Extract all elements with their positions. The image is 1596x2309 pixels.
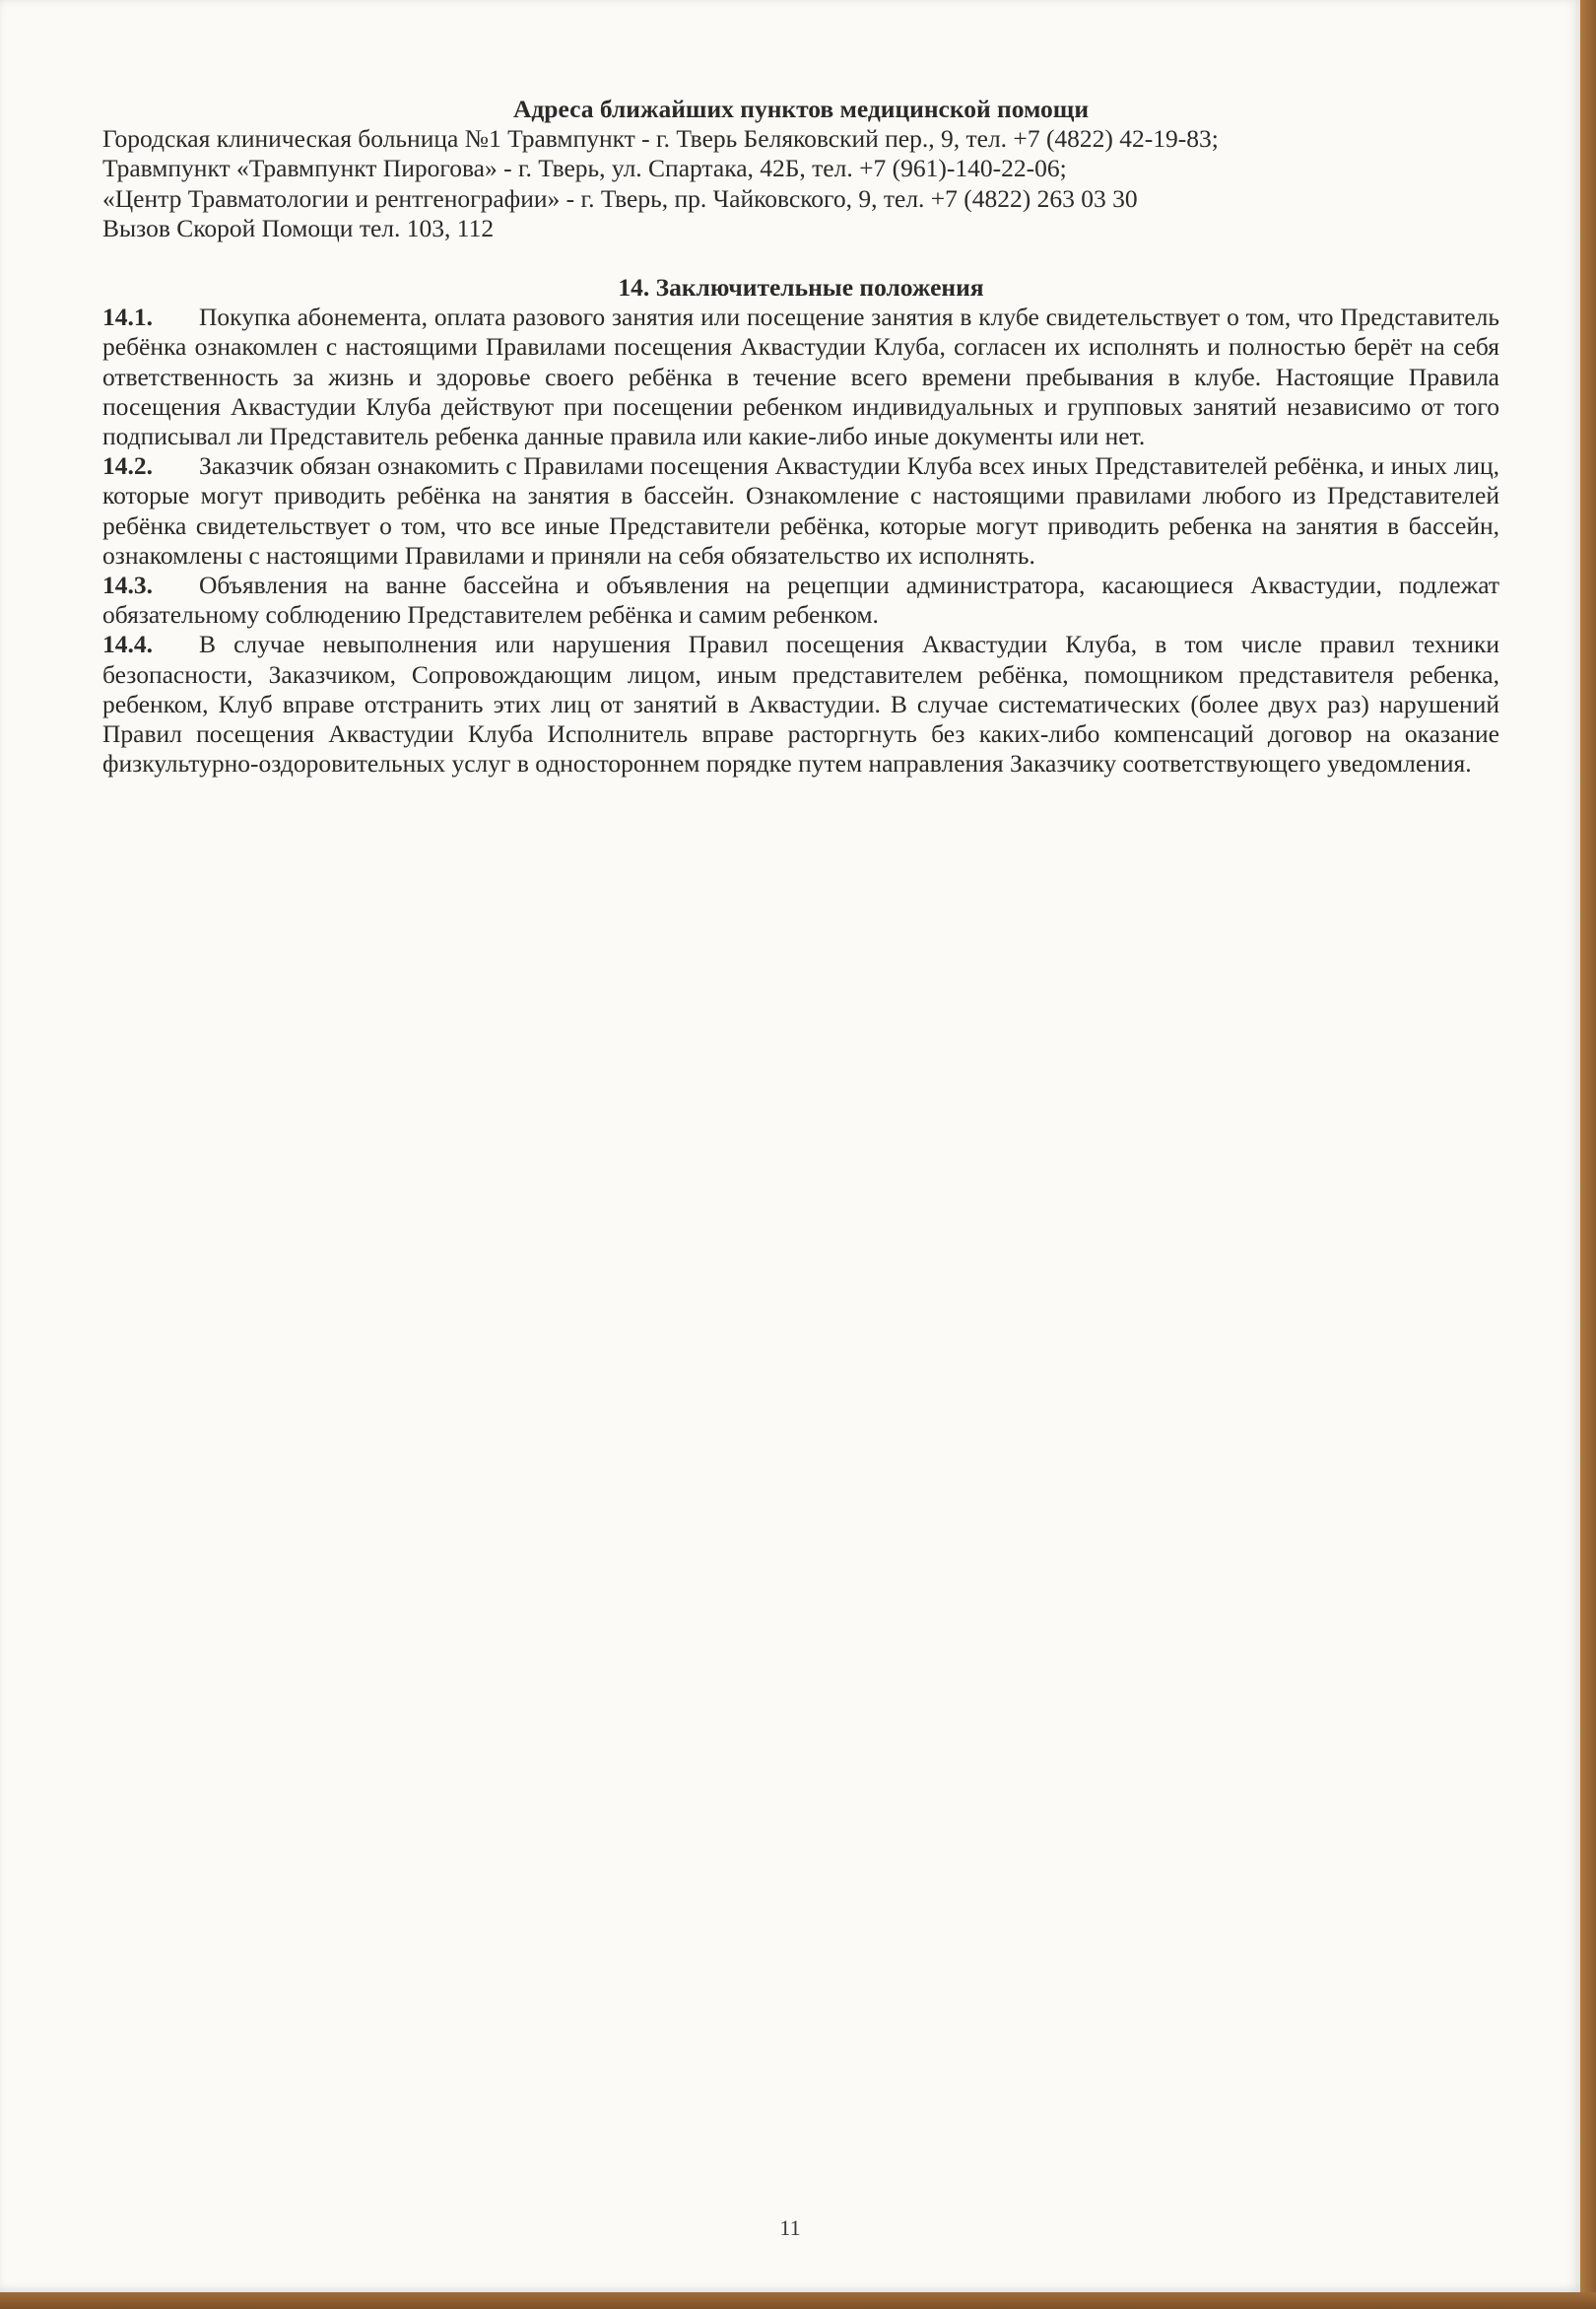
paragraph-14-3 (102, 571, 1499, 630)
paragraph-14-4 (102, 630, 1499, 779)
section-title: 14. Заключительные положения (618, 273, 984, 303)
medical-help-title: Адреса ближайших пунктов медицинской помощи (512, 95, 1090, 123)
paragraph-text: В случае невыполнения или нарушения Правил посещения Аквастудии Клуба, в том числе правил техники безопасности, Заказчиком, Сопровождающим лицом, иным представителем ребёнка, помощником представителя ребенка, ребенком, Клуб вправе отстранить этих лиц от занятий в Аквастудии. В случае систематических (более двух раз) нарушений Правил посещения Аквастудии Клуба Исполнитель вправе расторгнуть без каких-либо компенсаций договор на оказание физкультурно-оздоровительных услуг в одностороннем порядке путем направления Заказчику соответствующего уведомления. (102, 630, 1499, 779)
section-gap (102, 243, 1499, 273)
paragraph-text: Заказчик обязан ознакомить с Правилами посещения Аквастудии Клуба всех иных Представителей ребёнка, и иных лиц, которые могут приводить ребёнка на занятия в бассейн. Ознакомление с настоящими правилами любого из Представителей ребёнка свидетельствует о том, что все иные Представители ребёнка, которые могут приводить ребенка на занятия в бассейн, ознакомлены с настоящими Правилами и приняли на себя обязательство их исполнять. (102, 451, 1499, 570)
paragraph-14-2 (102, 451, 1499, 571)
emergency-call-line: Вызов Скорой Помощи тел. 103, 112 (102, 213, 495, 242)
paragraph-text: Объявления на ванне бассейна и объявления на рецепции администратора, касающиеся Аквастудии, подлежат обязательному соблюдению Представителем ребёнка и самим ребенком. (102, 571, 1499, 630)
table-surface-right (1580, 0, 1596, 2309)
page-number: 11 (779, 2215, 801, 2240)
paragraph-number: 14.1. (102, 303, 153, 332)
medical-address-line: «Центр Травматологии и рентгенографии» - г. Тверь, пр. Чайковского, 9, тел. +7 (4822) 263 03 30 (102, 183, 1138, 213)
table-surface-bottom (0, 2292, 1596, 2309)
medical-address-line: Травмпункт «Травмпункт Пирогова» - г. Тверь, ул. Спартака, 42Б, тел. +7 (961)-140-22-06; (102, 154, 1067, 183)
paragraph-number: 14.4. (102, 630, 153, 659)
paragraph-number: 14.2. (102, 451, 153, 481)
paragraph-14-1 (102, 303, 1499, 451)
medical-address-line: Городская клиническая больница №1 Травмпункт - г. Тверь Беляковский пер., 9, тел. +7 (4822) 42-19-83; (102, 124, 1219, 154)
paragraph-number: 14.3. (102, 571, 153, 600)
paragraph-text: Покупка абонемента, оплата разового занятия или посещение занятия в клубе свидетельствует о том, что Представитель ребёнка ознакомлен с настоящими Правилами посещения Аквастудии Клуба, согласен их исполнять и полностью берёт на себя ответственность за жизнь и здоровье своего ребёнка в течение всего времени пребывания в клубе. Настоящие Правила посещения Аквастудии Клуба действуют при посещении ребенком индивидуальных и групповых занятий независимо от того подписывал ли Представитель ребенка данные правила или какие-либо иные документы или нет. (102, 303, 1499, 451)
document-content (102, 95, 1499, 779)
